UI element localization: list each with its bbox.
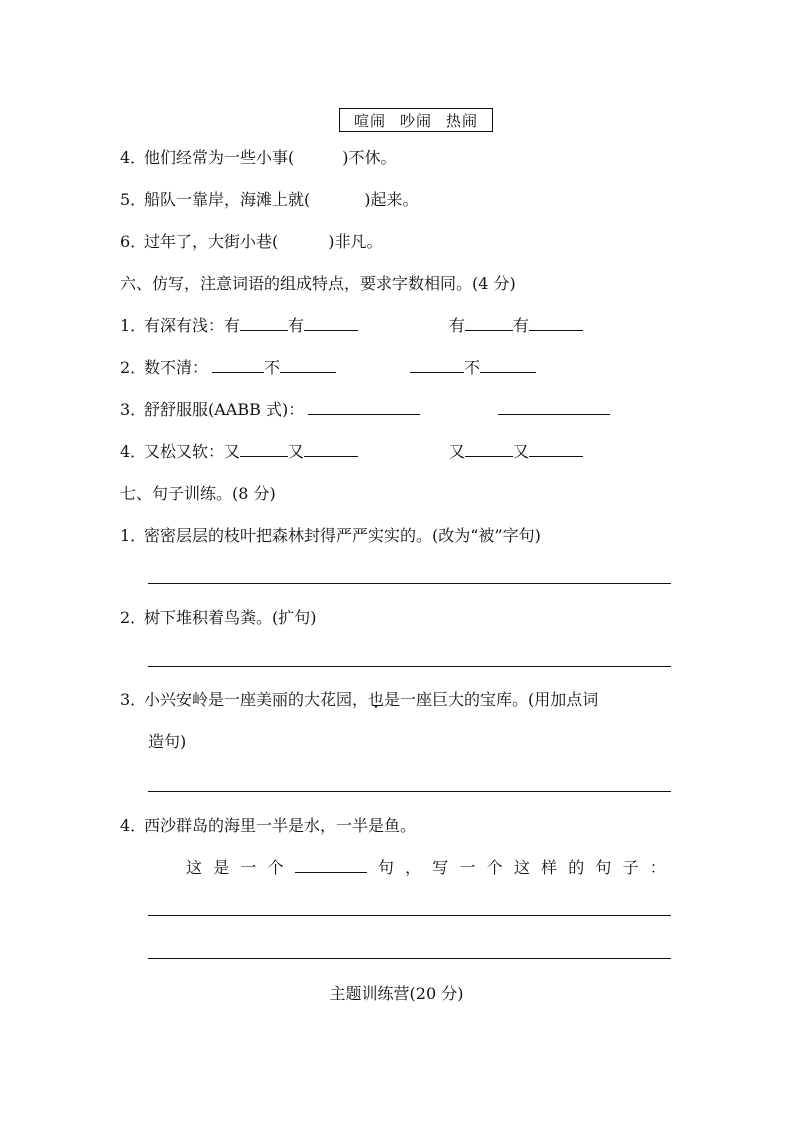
imitate-item-1-second — [449, 314, 583, 338]
answer-blank[interactable] — [304, 314, 358, 331]
word-part: 有 — [224, 316, 241, 335]
item-text-before: 他们经常为一些小事( — [144, 148, 295, 167]
answer-line[interactable] — [148, 958, 671, 959]
dotted-word: 也 — [368, 690, 385, 709]
imitate-item-4 — [120, 440, 358, 464]
item-text-after: )起来。 — [364, 190, 419, 209]
item-number: 4． — [120, 148, 147, 167]
word-option: 吵闹 — [399, 111, 432, 130]
word-part: 又 — [513, 442, 530, 461]
item-text-after: )非凡。 — [328, 232, 383, 251]
prompt-char: 是 — [213, 858, 230, 877]
prompt-char: ， — [405, 858, 422, 877]
prompt-char: 写 — [432, 858, 449, 877]
answer-blank[interactable] — [480, 356, 536, 373]
item-number: 1． — [120, 316, 147, 335]
prompt-char: 这 — [513, 858, 530, 877]
section7-title: 七、句子训练。(8 分) — [120, 484, 276, 503]
prompt-char: 句 — [595, 858, 612, 877]
word-part: 不 — [464, 358, 481, 377]
prompt-char: 的 — [568, 858, 585, 877]
prompt-char: 个 — [267, 858, 284, 877]
imitate-item-2-second — [410, 356, 536, 380]
prompt-char: 一 — [459, 858, 476, 877]
word-part: 有 — [513, 316, 530, 335]
item-number: 2． — [120, 358, 147, 377]
answer-blank[interactable] — [308, 398, 420, 415]
sentence-q3-line2: 造句) — [148, 732, 187, 751]
word-part: 又 — [224, 442, 241, 461]
item-number: 3． — [120, 400, 147, 419]
prompt-char: 这 — [186, 858, 203, 877]
section6-title: 六、仿写，注意词语的组成特点，要求字数相同。(4 分) — [120, 274, 516, 293]
word-option: 热闹 — [446, 111, 479, 130]
answer-line[interactable] — [148, 915, 671, 916]
fill-item-6 — [120, 230, 383, 254]
item-number: 4． — [120, 442, 147, 461]
prompt-char: 个 — [486, 858, 503, 877]
item-number: 1． — [120, 526, 147, 545]
item-number: 4． — [120, 816, 147, 835]
question-text: 密密层层的枝叶把森林封得严严实实的。(改为“被”字句) — [144, 526, 541, 545]
answer-blank[interactable] — [240, 440, 288, 457]
answer-line[interactable] — [148, 583, 671, 584]
fill-item-4 — [120, 146, 397, 170]
item-label: 数不清： — [144, 358, 209, 377]
sentence-q1 — [120, 524, 541, 548]
answer-blank[interactable] — [304, 440, 358, 457]
question-text-cont: 是一座巨大的宝库。(用加点词 — [384, 690, 599, 709]
item-number: 2． — [120, 608, 147, 627]
sentence-q4-prompt — [186, 856, 666, 880]
answer-blank[interactable] — [498, 398, 610, 415]
answer-blank[interactable] — [410, 356, 464, 373]
sentence-type-blank[interactable] — [295, 856, 367, 873]
sentence-q2 — [120, 606, 317, 630]
word-part: 又 — [288, 442, 305, 461]
word-option: 喧闹 — [353, 111, 386, 130]
imitate-item-3-second — [498, 398, 610, 422]
imitate-item-4-second — [449, 440, 583, 464]
question-text: 西沙群岛的海里一半是水，一半是鱼。 — [144, 816, 417, 835]
answer-line[interactable] — [148, 791, 671, 792]
item-number: 5． — [120, 190, 147, 209]
prompt-char: ： — [649, 858, 666, 877]
item-label: 舒舒服服(AABB 式)： — [144, 400, 305, 419]
word-part: 不 — [264, 358, 281, 377]
sentence-q3 — [120, 688, 598, 712]
prompt-char: 样 — [541, 858, 558, 877]
question-text: 小兴安岭是一座美丽的大花园， — [144, 690, 369, 709]
item-label: 又松又软： — [144, 442, 225, 461]
fill-item-5 — [120, 188, 419, 212]
prompt-char: 句 — [377, 858, 394, 877]
question-text: 树下堆积着鸟粪。(扩句) — [144, 608, 317, 627]
item-label: 有深有浅： — [144, 316, 225, 335]
answer-blank[interactable] — [212, 356, 264, 373]
prompt-char: 一 — [240, 858, 257, 877]
item-text-after: )不休。 — [342, 148, 397, 167]
item-number: 6． — [120, 232, 147, 251]
imitate-item-1 — [120, 314, 358, 338]
word-choice-box — [339, 108, 493, 132]
word-part: 又 — [449, 442, 466, 461]
prompt-char: 子 — [622, 858, 639, 877]
answer-blank[interactable] — [465, 314, 513, 331]
answer-line[interactable] — [148, 666, 671, 667]
word-part: 有 — [288, 316, 305, 335]
footer-section-title: 主题训练营(20 分) — [329, 984, 464, 1003]
answer-blank[interactable] — [465, 440, 513, 457]
item-text-before: 船队一靠岸，海滩上就( — [144, 190, 311, 209]
imitate-item-3 — [120, 398, 420, 422]
sentence-q4 — [120, 814, 416, 838]
answer-blank[interactable] — [280, 356, 336, 373]
word-part: 有 — [449, 316, 466, 335]
answer-blank[interactable] — [529, 440, 583, 457]
answer-blank[interactable] — [529, 314, 583, 331]
imitate-item-2 — [120, 356, 336, 380]
item-text-before: 过年了，大街小巷( — [144, 232, 279, 251]
answer-blank[interactable] — [240, 314, 288, 331]
item-number: 3． — [120, 690, 147, 709]
